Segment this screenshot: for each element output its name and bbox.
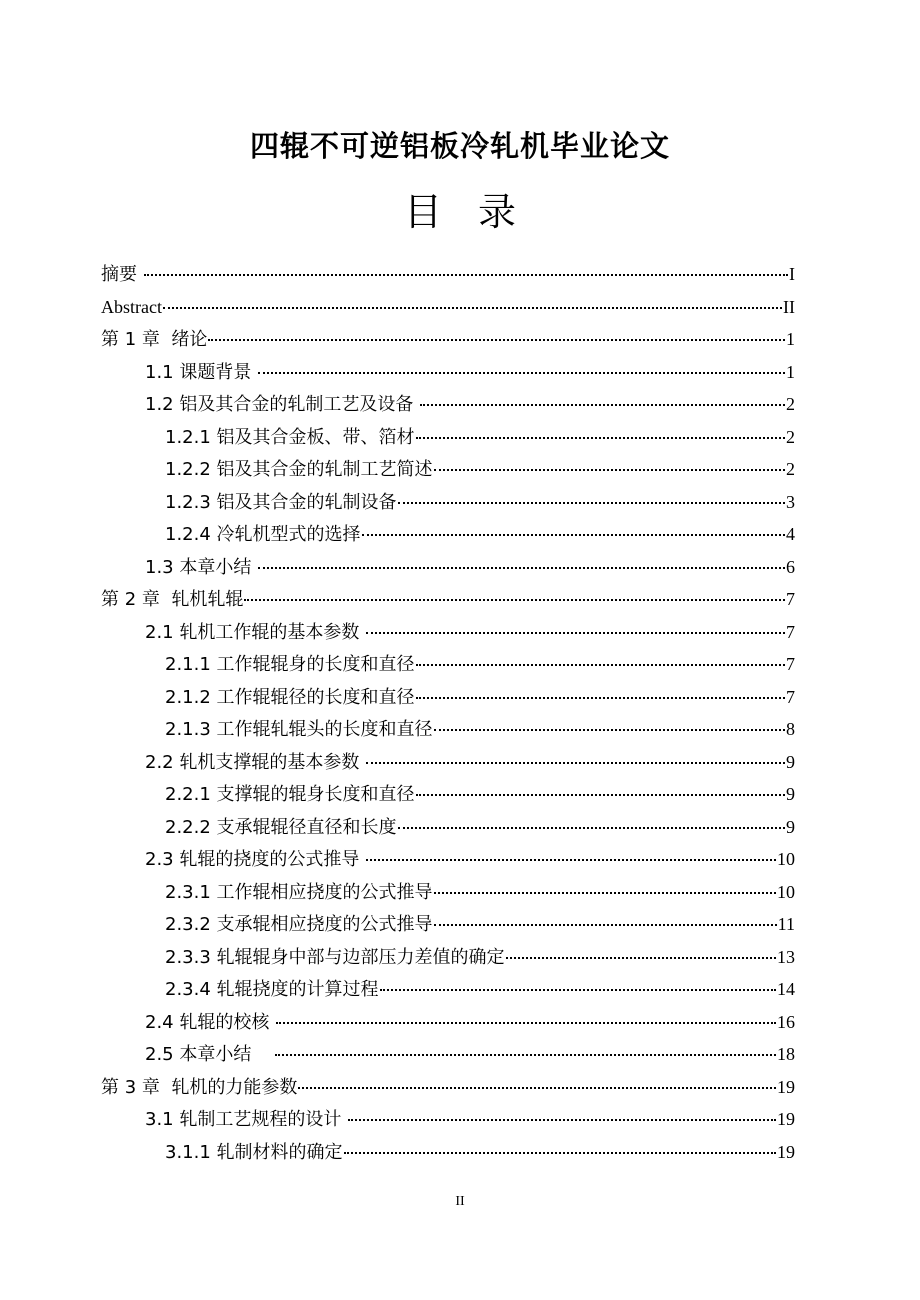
toc-entry[interactable]: [101, 1071, 795, 1104]
toc-entry-page-number: 9: [786, 751, 795, 772]
toc-entry-title: 3.1.1 轧制材料的确定: [165, 1141, 343, 1163]
toc-dot-leader: [258, 563, 785, 569]
toc-entry[interactable]: [101, 973, 795, 1006]
toc-dot-leader: [366, 758, 785, 764]
toc-entry-title: 第 2 章 轧机轧辊: [101, 589, 244, 610]
toc-entry[interactable]: [101, 518, 795, 551]
toc-dot-leader: [208, 335, 785, 341]
toc-entry-title: 2.3.1 工作辊相应挠度的公式推导: [165, 881, 433, 903]
toc-entry-title: 2.4 轧辊的校核: [145, 1011, 276, 1033]
toc-dot-leader: [144, 270, 788, 276]
toc-entry-page-number: 13: [777, 946, 795, 967]
toc-entry[interactable]: [101, 323, 795, 356]
toc-entry-page-number: I: [789, 264, 795, 284]
toc-entry-page-number: 9: [786, 784, 795, 804]
toc-entry[interactable]: [101, 778, 795, 811]
toc-dot-leader: [348, 1115, 776, 1121]
toc-entry-title: 2.3.4 轧辊挠度的计算过程: [165, 979, 379, 1000]
toc-entry-title: 1.2.2 铝及其合金的轧制工艺简述: [165, 459, 433, 480]
toc-entry-page-number: 19: [777, 1141, 795, 1162]
toc-entry[interactable]: [101, 291, 795, 324]
toc-entry-page-number: 9: [786, 816, 795, 837]
toc-dot-leader: [366, 855, 776, 861]
toc-entry[interactable]: [101, 583, 795, 616]
toc-entry-page-number: 2: [786, 426, 795, 447]
toc-dot-leader: [506, 953, 776, 959]
toc-dot-leader: [244, 595, 785, 601]
toc-entry-title: 1.1 课题背景: [145, 361, 258, 383]
toc-entry-title: 2.1.2 工作辊辊径的长度和直径: [165, 686, 415, 708]
toc-entry-title: 2.3 轧辊的挠度的公式推导: [145, 849, 366, 870]
toc-entry-title: 2.3.2 支承辊相应挠度的公式推导: [165, 914, 433, 935]
toc-entry-title: 1.3 本章小结: [145, 556, 258, 578]
toc-entry-title: 2.5 本章小结: [145, 1044, 275, 1065]
toc-entry-title: 摘要: [101, 264, 143, 285]
toc-entry[interactable]: [101, 941, 795, 974]
toc-entry-page-number: II: [783, 296, 795, 317]
toc-heading: 目 录: [403, 190, 529, 234]
toc-entry-page-number: 4: [786, 524, 795, 544]
toc-entry-title: 1.2.3 铝及其合金的轧制设备: [165, 491, 397, 513]
toc-entry-page-number: 18: [777, 1044, 795, 1064]
toc-dot-leader: [416, 790, 785, 796]
toc-entry[interactable]: [101, 356, 795, 389]
toc-dot-leader: [275, 1050, 776, 1056]
toc-entry-title: 2.2.1 支撑辊的辊身长度和直径: [165, 784, 415, 805]
toc-entry-page-number: 6: [786, 556, 795, 577]
toc-dot-leader: [258, 368, 785, 374]
toc-entry[interactable]: [101, 453, 795, 486]
toc-dot-leader: [434, 920, 777, 926]
toc-entry-page-number: 11: [777, 914, 795, 934]
toc-dot-leader: [420, 400, 785, 406]
toc-entry[interactable]: [101, 648, 795, 681]
toc-entry[interactable]: [101, 746, 795, 779]
toc-entry[interactable]: [101, 258, 795, 291]
toc-entry-page-number: 8: [786, 719, 795, 739]
toc-entry-title: 2.2 轧机支撑辊的基本参数: [145, 751, 366, 773]
toc-entry[interactable]: [101, 1038, 795, 1071]
toc-dot-leader: [163, 303, 782, 309]
document-title: 四辊不可逆铝板冷轧机毕业论文: [249, 129, 670, 163]
toc-entry-page-number: 1: [786, 329, 795, 349]
toc-entry-page-number: 2: [786, 459, 795, 479]
toc-dot-leader: [398, 823, 785, 829]
toc-dot-leader: [434, 465, 785, 471]
toc-entry[interactable]: [101, 876, 795, 909]
toc-entry[interactable]: [101, 486, 795, 519]
toc-entry[interactable]: [101, 908, 795, 941]
toc-entry[interactable]: [101, 616, 795, 649]
toc-dot-leader: [398, 498, 785, 504]
toc-entry-page-number: 7: [786, 686, 795, 707]
toc-dot-leader: [366, 628, 785, 634]
toc-dot-leader: [380, 985, 776, 991]
toc-entry-page-number: 19: [777, 1076, 795, 1097]
toc-entry[interactable]: [101, 421, 795, 454]
toc-entry-title: 2.2.2 支承辊辊径直径和长度: [165, 816, 397, 838]
toc-entry-page-number: 14: [777, 979, 795, 999]
toc-entry-title: 2.1 轧机工作辊的基本参数: [145, 621, 366, 643]
toc-entry[interactable]: [101, 681, 795, 714]
toc-dot-leader: [434, 888, 776, 894]
page-number-footer: II: [455, 1194, 465, 1209]
toc-entry-page-number: 3: [786, 491, 795, 512]
toc-entry[interactable]: [101, 1136, 795, 1169]
toc-entry-title: 2.1.1 工作辊辊身的长度和直径: [165, 654, 415, 675]
toc-entry-page-number: 7: [786, 654, 795, 674]
toc-entry[interactable]: [101, 843, 795, 876]
toc-dot-leader: [362, 530, 785, 536]
toc-entry[interactable]: [101, 551, 795, 584]
toc-entry-page-number: 16: [777, 1011, 795, 1032]
toc-entry[interactable]: [101, 811, 795, 844]
table-of-contents: [101, 258, 795, 1168]
toc-entry-title: 第 3 章 轧机的力能参数: [101, 1076, 298, 1098]
toc-entry-title: 1.2.1 铝及其合金板、带、箔材: [165, 426, 415, 448]
toc-entry-page-number: 10: [777, 849, 795, 869]
toc-entry[interactable]: [101, 1006, 795, 1039]
toc-entry-title: 2.3.3 轧辊辊身中部与边部压力差值的确定: [165, 946, 505, 968]
toc-dot-leader: [276, 1018, 776, 1024]
toc-entry-page-number: 7: [786, 621, 795, 642]
toc-entry[interactable]: [101, 713, 795, 746]
toc-entry-title: 1.2 铝及其合金的轧制工艺及设备: [145, 394, 420, 415]
toc-entry-title: Abstract: [101, 296, 162, 317]
toc-entry-page-number: 10: [777, 881, 795, 902]
toc-entry-title: 第 1 章 绪论: [101, 329, 208, 350]
toc-dot-leader: [298, 1083, 776, 1089]
toc-dot-leader: [416, 433, 785, 439]
toc-entry-page-number: 2: [786, 394, 795, 414]
toc-entry-title: 1.2.4 冷轧机型式的选择: [165, 524, 361, 545]
toc-entry-page-number: 7: [786, 589, 795, 609]
toc-dot-leader: [434, 725, 785, 731]
toc-dot-leader: [416, 693, 785, 699]
toc-dot-leader: [344, 1148, 776, 1154]
toc-entry-title: 2.1.3 工作辊轧辊头的长度和直径: [165, 719, 433, 740]
toc-entry-page-number: 1: [786, 361, 795, 382]
toc-entry[interactable]: [101, 388, 795, 421]
toc-entry[interactable]: [101, 1103, 795, 1136]
toc-entry-title: 3.1 轧制工艺规程的设计: [145, 1109, 348, 1130]
toc-dot-leader: [416, 660, 785, 666]
toc-entry-page-number: 19: [777, 1109, 795, 1129]
